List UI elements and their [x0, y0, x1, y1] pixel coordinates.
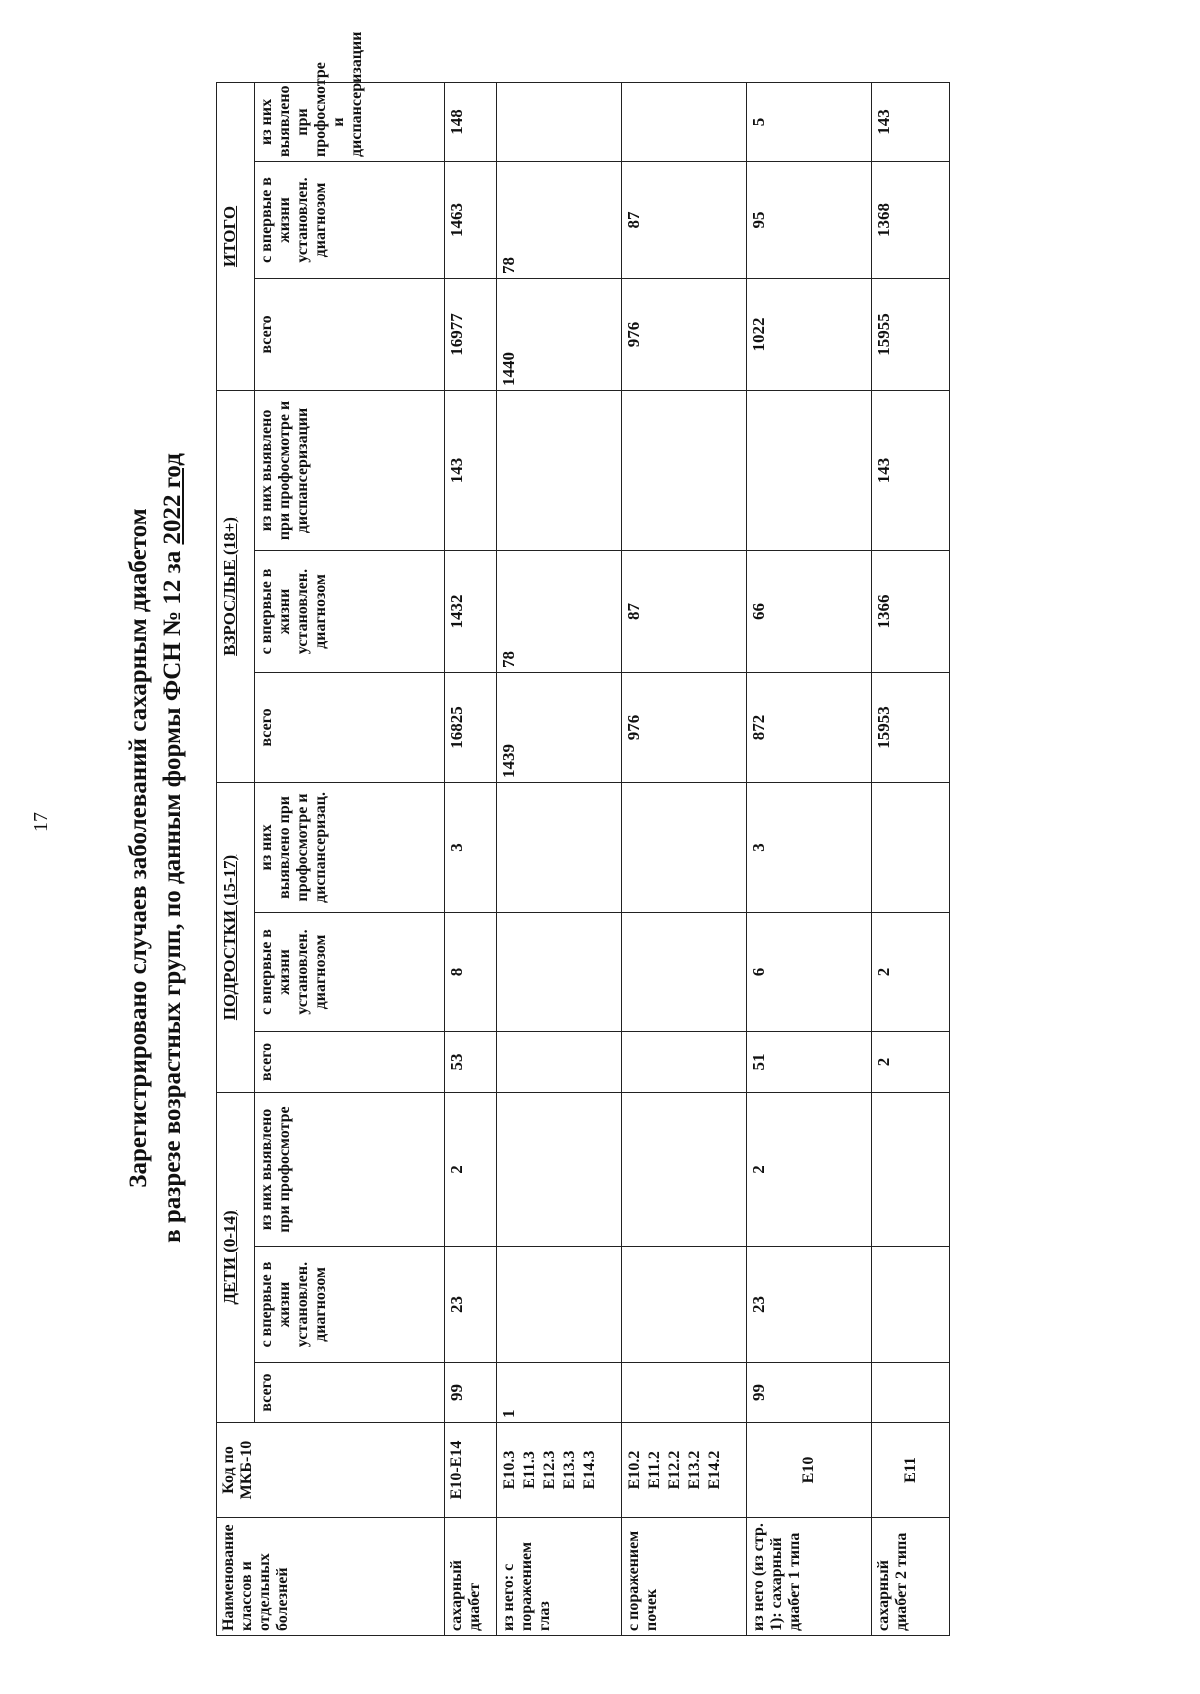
row-name-cell: из него (из стр. 1): сахарный диабет 1 типа — [747, 1518, 872, 1636]
row-code-cell — [497, 1423, 622, 1518]
value-cell: 23 — [445, 1247, 497, 1363]
code-line: Е13.3 — [561, 1450, 578, 1490]
code-line: Е14.3 — [581, 1450, 598, 1490]
value-cell: 143 — [872, 82, 950, 161]
value-cell — [622, 82, 747, 161]
code-line: Е14.2 — [706, 1450, 723, 1490]
value-cell — [497, 1247, 622, 1363]
code-line: Е11.2 — [646, 1451, 663, 1489]
subheader-cell: из них выявлено при профосмотре и диспансеризации — [255, 390, 445, 550]
value-cell — [497, 1092, 622, 1246]
value-cell: 1022 — [747, 278, 872, 390]
value-cell: 148 — [445, 82, 497, 161]
row-name-cell: сахарный диабет — [445, 1518, 497, 1636]
value-cell — [497, 82, 622, 161]
value-cell: 66 — [747, 550, 872, 672]
row-name-cell: с поражением почек — [622, 1518, 747, 1636]
value-cell: 87 — [622, 550, 747, 672]
subheader-cell: с впервые в жизни установлен. диагнозом — [255, 161, 445, 278]
value-cell: 3 — [445, 782, 497, 912]
value-cell: 872 — [747, 672, 872, 782]
value-cell: 87 — [622, 161, 747, 278]
subheader-cell: из них выявлено при профосмотре — [255, 1092, 445, 1246]
value-cell: 16977 — [445, 278, 497, 390]
value-cell: 8 — [445, 912, 497, 1031]
value-cell: 51 — [747, 1031, 872, 1092]
value-cell: 23 — [747, 1247, 872, 1363]
code-line: Е12.3 — [541, 1450, 558, 1490]
value-cell: 15953 — [872, 672, 950, 782]
header-group-children — [217, 1092, 255, 1422]
value-cell: 1366 — [872, 550, 950, 672]
row-code-cell: Е10-Е14 — [445, 1423, 497, 1518]
page-number: 17 — [30, 812, 52, 832]
code-line: Е11.3 — [521, 1451, 538, 1489]
row-code-cell — [622, 1423, 747, 1518]
table-row — [622, 82, 747, 1635]
table-header-row-subcolumns — [255, 82, 445, 1635]
table-row — [445, 82, 497, 1635]
header-group-teenagers — [217, 782, 255, 1092]
group-label-total: ИТОГО — [220, 205, 239, 268]
rotated-page-content — [124, 31, 1024, 1648]
value-cell — [622, 782, 747, 912]
value-cell: 78 — [497, 550, 622, 672]
value-cell: 1463 — [445, 161, 497, 278]
value-cell — [622, 1363, 747, 1423]
group-label-children: ДЕТИ (0-14) — [220, 1210, 239, 1305]
header-code-column: Код по МКБ-10 — [217, 1423, 445, 1518]
value-cell: 1432 — [445, 550, 497, 672]
value-cell: 5 — [747, 82, 872, 161]
value-cell: 1 — [497, 1363, 622, 1423]
value-cell: 53 — [445, 1031, 497, 1092]
value-cell: 99 — [445, 1363, 497, 1423]
table-header-row-groups — [217, 82, 255, 1635]
row-code-cell: Е11 — [872, 1423, 950, 1518]
value-cell — [622, 1031, 747, 1092]
value-cell: 6 — [747, 912, 872, 1031]
group-label-teenagers: ПОДРОСТКИ (15-17) — [220, 854, 239, 1021]
table-row — [747, 82, 872, 1635]
header-name-column: Наименование классов и отдельных болезней — [217, 1518, 445, 1636]
subheader-cell: всего — [255, 278, 445, 390]
document-subtitle — [158, 48, 188, 1648]
value-cell: 2 — [872, 912, 950, 1031]
subheader-cell: с впервые в жизни установлен. диагнозом — [255, 550, 445, 672]
value-cell: 143 — [872, 390, 950, 550]
value-cell — [622, 1247, 747, 1363]
value-cell — [747, 390, 872, 550]
value-cell — [622, 1092, 747, 1246]
value-cell — [497, 912, 622, 1031]
value-cell — [872, 1363, 950, 1423]
group-label-adults: ВЗРОСЛЫЕ (18+) — [220, 517, 239, 656]
subheader-cell: всего — [255, 1031, 445, 1092]
value-cell — [622, 912, 747, 1031]
code-line: Е10.3 — [501, 1450, 518, 1490]
subheader-cell: из них выявлено при профосмотре и диспансеризации — [255, 82, 445, 161]
document-title: Зарегистрировано случаев заболеваний сахарным диабетом — [125, 508, 152, 1188]
diabetes-statistics-table — [216, 31, 950, 1636]
value-cell: 976 — [622, 672, 747, 782]
value-cell: 2 — [445, 1092, 497, 1246]
subheader-cell: всего — [255, 672, 445, 782]
value-cell — [497, 782, 622, 912]
value-cell: 1440 — [497, 278, 622, 390]
code-line: Е12.2 — [666, 1450, 683, 1490]
subheader-cell: с впервые в жизни установлен. диагнозом — [255, 912, 445, 1031]
header-group-total — [217, 82, 255, 390]
value-cell: 1439 — [497, 672, 622, 782]
value-cell: 15955 — [872, 278, 950, 390]
row-name-cell: сахарный диабет 2 типа — [872, 1518, 950, 1636]
subtitle-text: в разрезе возрастных групп, по данным формы ФСН № 12 за — [159, 550, 186, 1243]
subheader-cell: с впервые в жизни установлен. диагнозом — [255, 1247, 445, 1363]
table-row — [497, 82, 622, 1635]
header-group-adults — [217, 390, 255, 782]
value-cell: 1368 — [872, 161, 950, 278]
value-cell — [872, 1247, 950, 1363]
value-cell: 2 — [747, 1092, 872, 1246]
value-cell: 976 — [622, 278, 747, 390]
value-cell: 143 — [445, 390, 497, 550]
value-cell: 95 — [747, 161, 872, 278]
value-cell: 2 — [872, 1031, 950, 1092]
value-cell — [622, 390, 747, 550]
subheader-cell: из них выявлено при профосмотре и диспансеризац. — [255, 782, 445, 912]
value-cell — [872, 782, 950, 912]
value-cell: 3 — [747, 782, 872, 912]
row-code-cell: Е10 — [747, 1423, 872, 1518]
value-cell: 78 — [497, 161, 622, 278]
value-cell: 16825 — [445, 672, 497, 782]
value-cell — [497, 1031, 622, 1092]
table-row — [872, 82, 950, 1635]
row-name-cell: из него: с поражением глаз — [497, 1518, 622, 1636]
subtitle-year: 2022 год — [159, 453, 186, 545]
value-cell: 99 — [747, 1363, 872, 1423]
code-line: Е13.2 — [686, 1450, 703, 1490]
value-cell — [872, 1092, 950, 1246]
value-cell — [497, 390, 622, 550]
subheader-cell: всего — [255, 1363, 445, 1423]
code-line: Е10.2 — [626, 1450, 643, 1490]
